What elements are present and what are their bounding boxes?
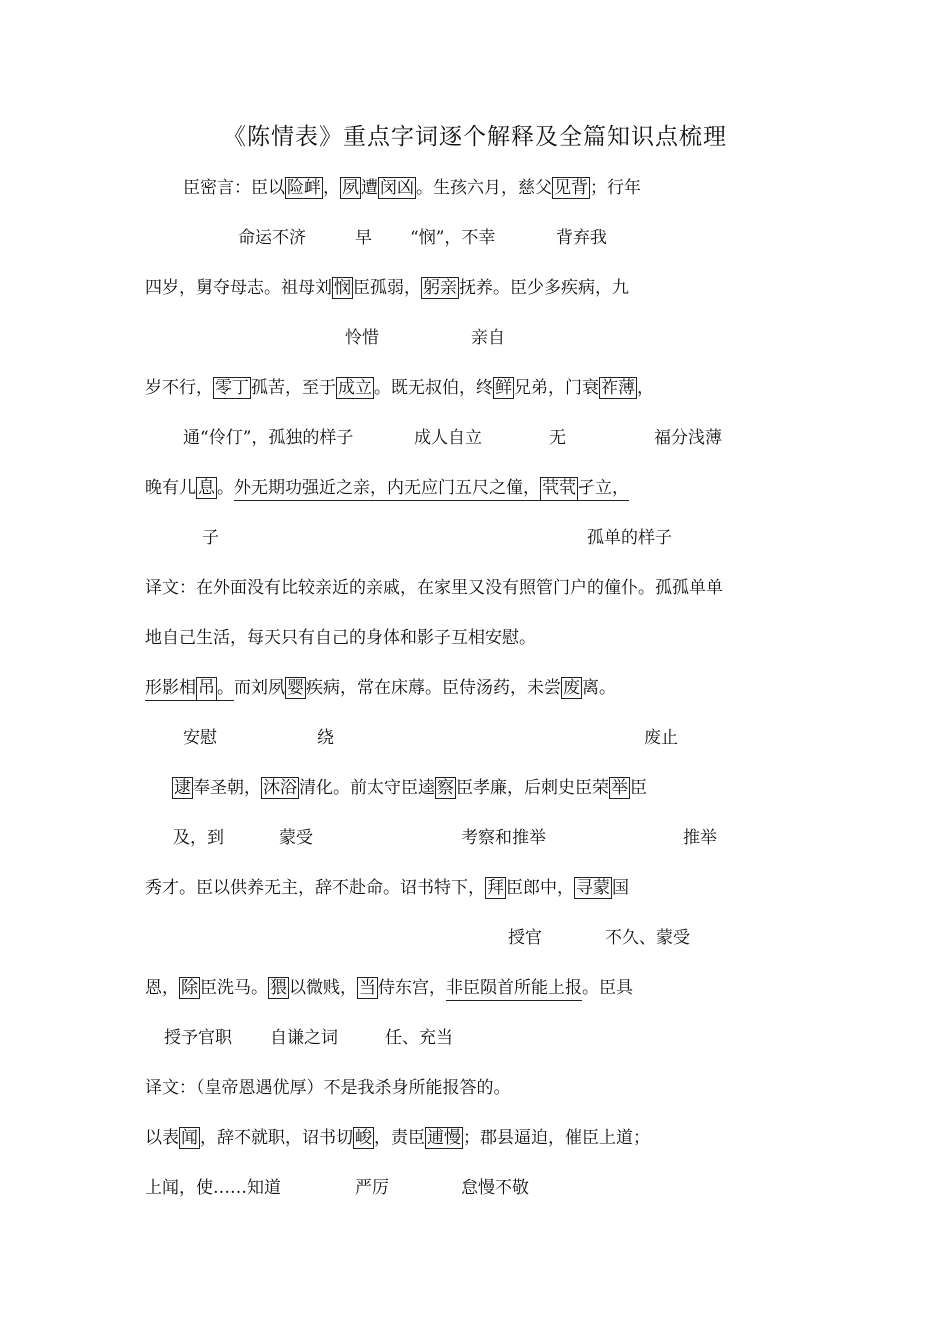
boxed-keyword: 举	[611, 778, 628, 798]
boxed-keyword: 猥	[270, 978, 287, 998]
gloss-note: 孤单的样子	[587, 528, 672, 548]
document-title: 《陈情表》重点字词逐个解释及全篇知识点梳理	[223, 124, 727, 150]
gloss-note: “悯”，不幸	[410, 228, 496, 248]
boxed-keyword: 成立	[338, 378, 372, 398]
text-segment: 臣	[630, 778, 647, 798]
boxed-keyword: 躬亲	[423, 278, 457, 298]
text-segment: 而刘夙	[234, 678, 285, 698]
boxed-keyword: 废	[563, 678, 580, 698]
text-segment: 遭	[361, 178, 378, 198]
boxed-keyword: 息	[198, 478, 215, 498]
gloss-note: 授予官职	[164, 1028, 232, 1048]
boxed-keyword: 寻蒙	[576, 878, 610, 898]
gloss-note: 自谦之词	[270, 1028, 338, 1048]
text-segment: 。	[217, 478, 234, 498]
text-segment: 侍东宫，	[378, 978, 446, 998]
boxed-keyword: 吊	[196, 677, 217, 701]
gloss-note: 怠慢不敬	[461, 1178, 529, 1198]
text-segment: 臣孤弱，	[353, 278, 421, 298]
gloss-note: 子	[202, 528, 219, 548]
text-segment: 臣孝廉，后刺史臣荣	[456, 778, 609, 798]
boxed-keyword: 祚薄	[601, 378, 635, 398]
underlined-phrase: 形影相	[145, 678, 196, 701]
text-segment: 恩，	[145, 978, 179, 998]
gloss-note: 怜惜	[345, 328, 379, 348]
text-line	[172, 776, 647, 800]
gloss-note: 通“伶仃”，孤独的样子	[183, 428, 354, 448]
boxed-keyword: 逋慢	[427, 1128, 461, 1148]
text-line	[145, 1076, 511, 1100]
text-segment: ，责臣	[374, 1128, 425, 1148]
gloss-note: 及，到	[173, 828, 224, 848]
text-segment: ，	[323, 178, 340, 198]
gloss-note: 蒙受	[279, 828, 313, 848]
text-segment: 孤苦，至于	[251, 378, 336, 398]
gloss-note: 推举	[683, 828, 717, 848]
text-segment: 。臣具	[582, 978, 633, 998]
text-segment: 臣洗马。	[200, 978, 268, 998]
boxed-keyword: 见背	[554, 178, 588, 198]
text-segment: 抚养。臣少多疾病，九	[459, 278, 629, 298]
text-line	[145, 626, 536, 650]
boxed-keyword: 闻	[181, 1128, 198, 1148]
text-segment: ；行年	[590, 178, 641, 198]
text-line	[145, 976, 633, 1000]
text-segment: 地自己生活，每天只有自己的身体和影子互相安慰。	[145, 628, 536, 648]
text-segment: 。生孩六月，慈父	[416, 178, 552, 198]
text-segment: 译文：在外面没有比较亲近的亲戚，在家里又没有照管门户的僮仆。孤孤单单	[145, 578, 723, 598]
text-segment: ，辞不就职，诏书切	[200, 1128, 353, 1148]
text-segment: 兄弟，门衰	[514, 378, 599, 398]
text-line	[183, 176, 641, 200]
gloss-note: 绕	[317, 728, 334, 748]
boxed-keyword: 峻	[355, 1128, 372, 1148]
underlined-phrase: 外无期功强近之亲，内无应门五尺之僮，	[234, 478, 540, 501]
boxed-keyword: 悯	[334, 278, 351, 298]
gloss-note: 成人自立	[414, 428, 482, 448]
text-segment: 秀才。臣以供养无主，辞不赴命。诏书特下，	[145, 878, 485, 898]
boxed-keyword: 夙	[342, 178, 359, 198]
underlined-phrase: 非臣陨首所能上报	[446, 978, 582, 1001]
text-segment: 奉圣朝，	[193, 778, 261, 798]
text-segment: ，	[637, 378, 654, 398]
gloss-note: 福分浅薄	[654, 428, 722, 448]
boxed-keyword: 鲜	[495, 378, 512, 398]
text-segment: 以表	[145, 1128, 179, 1148]
text-segment: 臣密言：臣以	[183, 178, 285, 198]
text-segment: 国	[612, 878, 629, 898]
gloss-note: 任、充当	[385, 1028, 453, 1048]
text-segment: 离。	[582, 678, 616, 698]
gloss-note: 早	[355, 228, 372, 248]
gloss-note: 严厉	[355, 1178, 389, 1198]
boxed-keyword: 察	[437, 778, 454, 798]
text-segment: ；郡县逼迫，催臣上道；	[463, 1128, 650, 1148]
text-segment: 。既无叔伯，终	[374, 378, 493, 398]
gloss-note: 亲自	[471, 328, 505, 348]
text-segment: 以微贱，	[289, 978, 357, 998]
boxed-keyword: 拜	[487, 878, 504, 898]
boxed-keyword: 除	[181, 978, 198, 998]
boxed-keyword: 零丁	[215, 378, 249, 398]
underlined-phrase: 孑立，	[578, 478, 629, 501]
text-segment: 译文：（皇帝恩遇优厚）不是我杀身所能报答的。	[145, 1078, 511, 1098]
gloss-note: 上闻，使……知道	[145, 1178, 281, 1198]
boxed-keyword: 闵凶	[380, 178, 414, 198]
boxed-keyword: 当	[359, 978, 376, 998]
text-line	[145, 276, 629, 300]
boxed-keyword: 逮	[174, 778, 191, 798]
gloss-note: 废止	[644, 728, 678, 748]
gloss-note: 命运不济	[238, 228, 306, 248]
boxed-keyword: 险衅	[287, 178, 321, 198]
boxed-keyword: 茕茕	[540, 477, 578, 501]
gloss-note: 授官	[508, 928, 542, 948]
text-segment: 四岁，舅夺母志。祖母刘	[145, 278, 332, 298]
gloss-note: 安慰	[183, 728, 217, 748]
boxed-keyword: 沐浴	[263, 778, 297, 798]
text-line	[145, 576, 723, 600]
boxed-keyword: 婴	[287, 678, 304, 698]
text-segment: 清化。前太守臣逵	[299, 778, 435, 798]
text-line	[145, 1126, 650, 1150]
text-line	[145, 476, 629, 500]
gloss-note: 不久、蒙受	[605, 928, 690, 948]
text-segment: 岁不行，	[145, 378, 213, 398]
text-line	[145, 376, 654, 400]
text-segment: 晚有儿	[145, 478, 196, 498]
text-segment: 臣郎中，	[506, 878, 574, 898]
text-line	[145, 676, 616, 700]
gloss-note: 无	[549, 428, 566, 448]
gloss-note: 考察和推举	[461, 828, 546, 848]
gloss-note: 背弃我	[556, 228, 607, 248]
text-segment: 疾病，常在床蓐。臣侍汤药，未尝	[306, 678, 561, 698]
underlined-phrase: 。	[217, 678, 234, 701]
text-line	[145, 876, 629, 900]
